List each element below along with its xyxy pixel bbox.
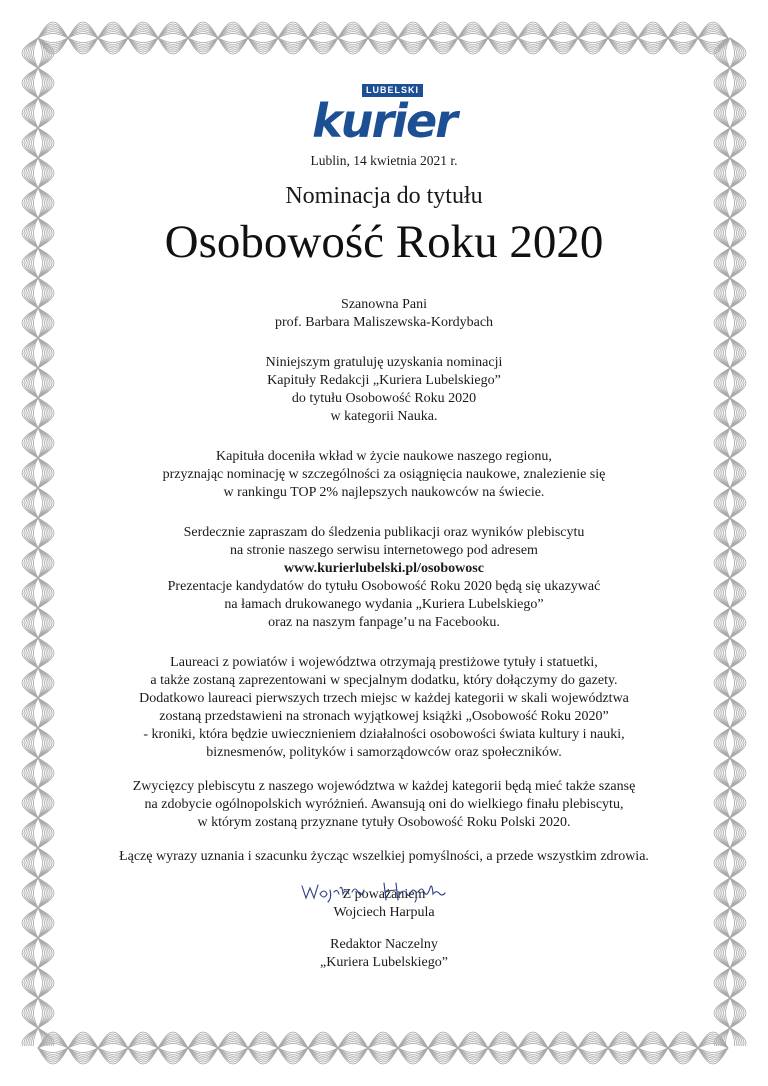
kurier-lubelski-logo — [304, 84, 464, 152]
plebiscite-url[interactable]: www.kurierlubelski.pl/osobowosc — [284, 561, 484, 576]
text-line: Łączę wyrazy uznania i szacunku życząc wszelkiej pomyślności, a przede wszystkim zdrowia. — [119, 849, 649, 864]
text-line: oraz na naszym fanpage’u na Facebooku. — [268, 615, 500, 630]
laureates-paragraph — [80, 654, 688, 762]
text-line: Kapituły Redakcji „Kuriera Lubelskiego” — [267, 373, 501, 388]
text-line: biznesmenów, polityków i samorządowców oraz społeczników. — [206, 745, 562, 760]
text-line: w którym zostaną przyznane tytuły Osobowość Roku Polski 2020. — [197, 815, 571, 830]
letter-date: Lublin, 14 kwietnia 2021 r. — [310, 153, 458, 168]
nomination-subtitle: Nominacja do tytułu — [285, 183, 483, 209]
text-line: w kategorii Nauka. — [330, 409, 438, 424]
text-line: na zdobycie ogólnopolskich wyróżnień. Awansują oni do wielkiego finału plebiscytu, — [144, 797, 624, 812]
text-line: a także zostaną zaprezentowani w specjalnym dodatku, który dołączymy do gazety. — [150, 673, 618, 688]
text-line: Niniejszym gratuluję uzyskania nominacji — [265, 355, 503, 370]
text-line: w rankingu TOP 2% najlepszych naukowców na świecie. — [223, 485, 545, 500]
text-line: na stronie naszego serwisu internetowego pod adresem — [230, 543, 538, 558]
logo-badge: LUBELSKI — [362, 84, 423, 97]
addressee — [80, 296, 688, 332]
text-line: Serdecznie zapraszam do śledzenia publikacji oraz wyników plebiscytu — [183, 525, 585, 540]
addressee-name: prof. Barbara Maliszewska-Kordybach — [274, 315, 494, 330]
signer-role: Redaktor Naczelny — [330, 937, 438, 952]
handwritten-signature — [300, 880, 470, 904]
award-title: Osobowość Roku 2020 — [164, 216, 604, 268]
signature-gap — [80, 922, 688, 936]
winners-paragraph — [80, 778, 688, 832]
text-line: zostaną przedstawieni na stronach wyjątkowej książki „Osobowość Roku 2020” — [159, 709, 609, 724]
text-line: Zwycięzcy plebiscytu z naszego województwa w każdej kategorii będą mieć także szansę — [132, 779, 636, 794]
text-line: - kroniki, która będzie uwiecznieniem działalności osobowości świata kultury i nauki, — [143, 727, 625, 742]
publication-name: „Kuriera Lubelskiego” — [320, 955, 448, 970]
text-line: Laureaci z powiatów i województwa otrzymają prestiżowe tytuły i statuetki, — [170, 655, 598, 670]
regards: Z poważaniem — [342, 887, 426, 902]
invitation-paragraph — [80, 524, 688, 632]
text-line: Kapituła doceniła wkład w życie naukowe naszego regionu, — [216, 449, 552, 464]
text-line: do tytułu Osobowość Roku 2020 — [291, 391, 477, 406]
letter-body — [80, 80, 688, 972]
salutation: Szanowna Pani — [341, 297, 427, 312]
congratulations-paragraph — [80, 354, 688, 426]
text-line: Dodatkowo laureaci pierwszych trzech miejsc w każdej kategorii w skali województwa — [139, 691, 629, 706]
logo-wordmark: kurier — [312, 94, 456, 148]
text-line: na łamach drukowanego wydania „Kuriera Lubelskiego” — [224, 597, 544, 612]
text-line: przyznając nominację w szczególności za osiągnięcia naukowe, znalezienie się — [162, 467, 606, 482]
closing-line — [80, 848, 688, 866]
signer-name: Wojciech Harpula — [333, 905, 435, 920]
praise-paragraph — [80, 448, 688, 502]
text-line: Prezentacje kandydatów do tytułu Osobowość Roku 2020 będą się ukazywać — [167, 579, 601, 594]
